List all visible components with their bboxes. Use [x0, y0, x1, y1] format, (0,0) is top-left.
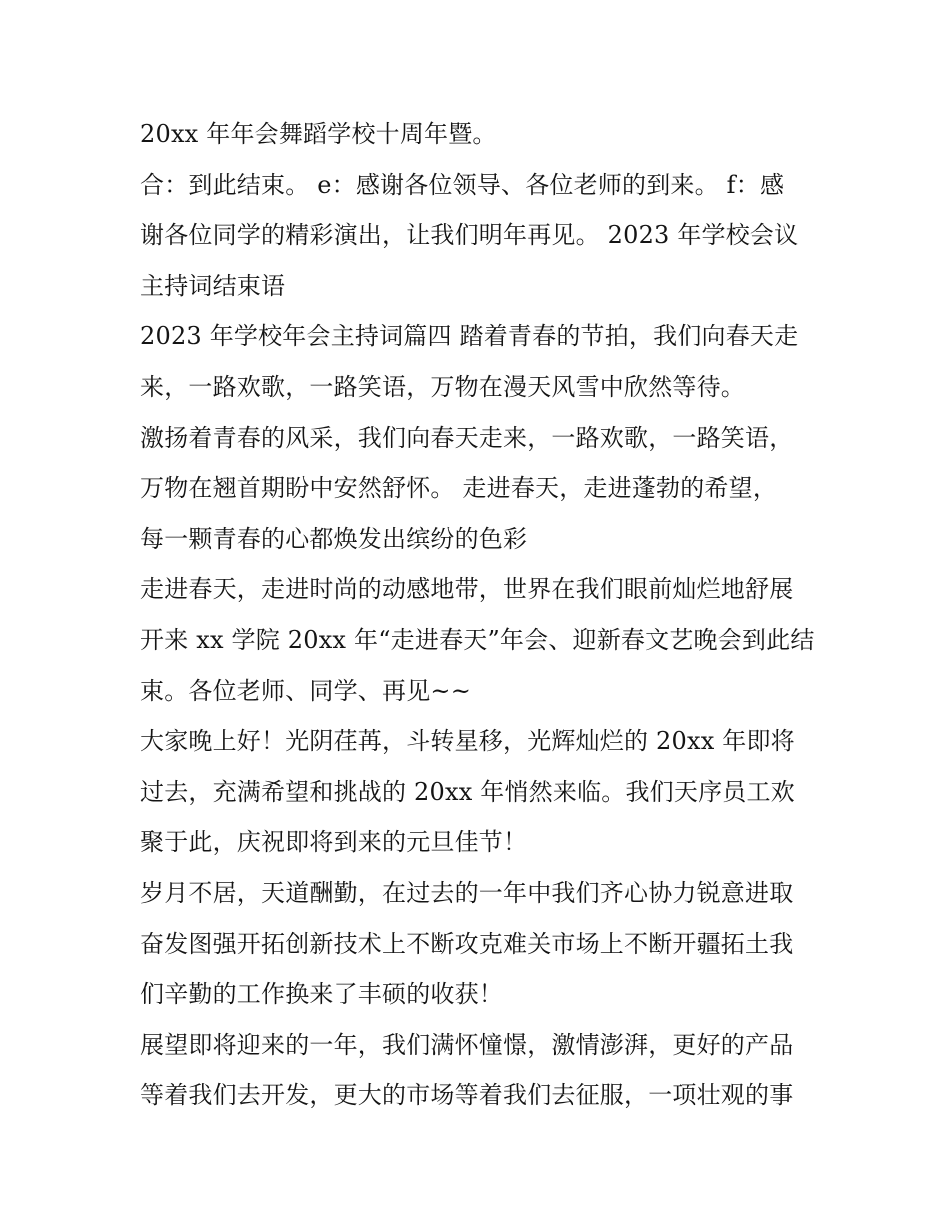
- text-line: 合：到此结束。 e：感谢各位领导、各位老师的到来。 f：感: [140, 170, 785, 199]
- text-line: 走进春天，走进时尚的动感地带，世界在我们眼前灿烂地舒展: [140, 575, 794, 604]
- text-line: 来，一路欢歌，一路笑语，万物在漫天风雪中欣然等待。: [140, 372, 745, 401]
- document-body: [140, 109, 820, 1121]
- text-line: 过去，充满希望和挑战的 20xx 年悄然来临。我们天序员工欢: [140, 777, 795, 806]
- text-line: 岁月不居，天道酬勤，在过去的一年中我们齐心协力锐意进取: [140, 878, 794, 907]
- text-line: 主持词结束语: [140, 271, 286, 300]
- text-line: 聚于此，庆祝即将到来的元旦佳节！: [140, 828, 528, 857]
- text-line: 万物在翘首期盼中安然舒怀。 走进春天，走进蓬勃的希望，: [140, 474, 778, 503]
- text-line: 每一颗青春的心都焕发出缤纷的色彩: [140, 524, 528, 553]
- text-line: 奋发图强开拓创新技术上不断攻克难关市场上不断开疆拓土我: [140, 929, 794, 958]
- text-line: 等着我们去开发，更大的市场等着我们去征服，一项壮观的事: [140, 1081, 794, 1110]
- text-line: 们辛勤的工作换来了丰硕的收获！: [140, 980, 503, 1009]
- text-line: 20xx 年年会舞蹈学校十周年暨。: [140, 120, 497, 148]
- text-line: 束。各位老师、同学、再见~~: [140, 676, 472, 705]
- text-line: 开来 xx 学院 20xx 年“走进春天”年会、迎新春文艺晚会到此结: [140, 625, 815, 654]
- text-line: 2023 年学校年会主持词篇四 踏着青春的节拍，我们向春天走: [140, 322, 799, 351]
- text-line: 大家晚上好！光阴荏苒，斗转星移，光辉灿烂的 20xx 年即将: [140, 727, 795, 756]
- text-line: 激扬着青春的风采，我们向春天走来，一路欢歌，一路笑语，: [140, 423, 794, 452]
- text-line: 谢各位同学的精彩演出，让我们明年再见。 2023 年学校会议: [140, 221, 799, 250]
- text-line: 展望即将迎来的一年，我们满怀憧憬，激情澎湃，更好的产品: [140, 1030, 794, 1059]
